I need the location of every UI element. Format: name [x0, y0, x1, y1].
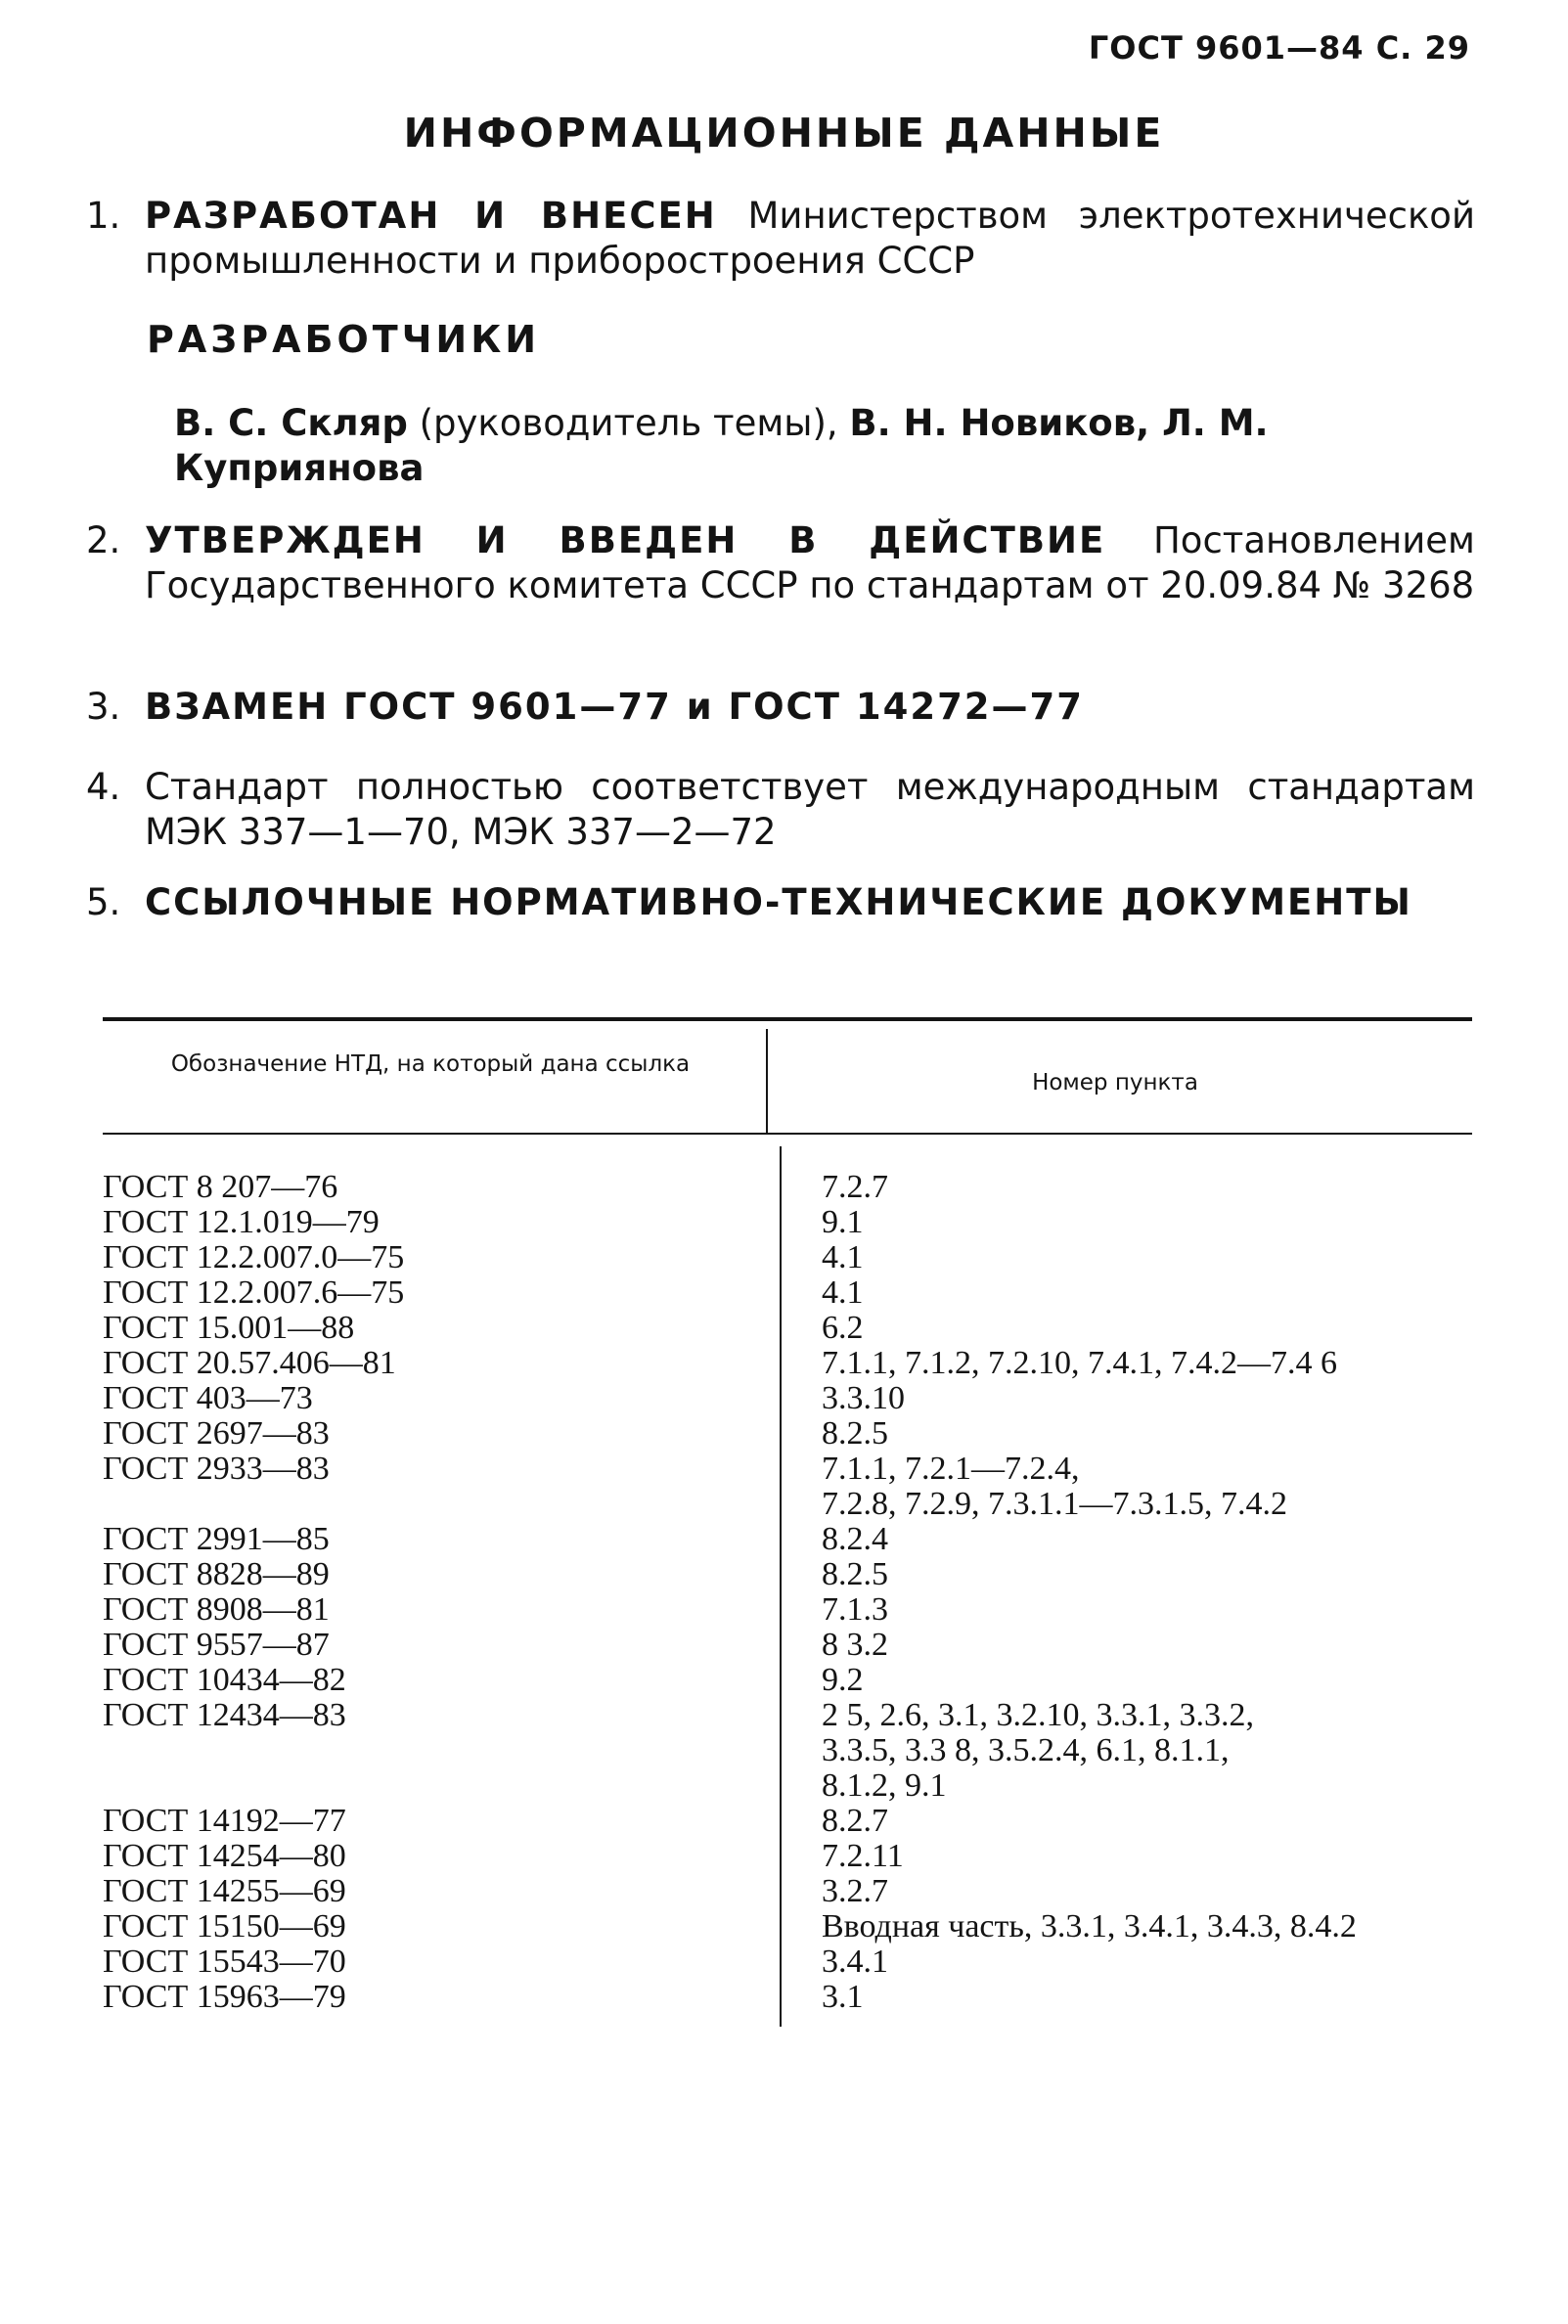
table-row	[103, 1346, 1492, 1381]
items-cell: 7.1.3	[822, 1591, 888, 1628]
developer-name: В. С. Скляр	[174, 402, 408, 444]
reference-cell: ГОСТ 9557—87	[103, 1627, 330, 1663]
item-lead: ВЗАМЕН ГОСТ 9601—77 и ГОСТ 14272—77	[145, 686, 1085, 728]
reference-table-body	[103, 1170, 1492, 2015]
items-cell: 8.2.7	[822, 1803, 888, 1839]
item-number: 5.	[86, 881, 121, 923]
document-title: ИНФОРМАЦИОННЫЕ ДАННЫЕ	[403, 110, 1165, 156]
table-row	[103, 1240, 1492, 1275]
reference-cell: ГОСТ 14255—69	[103, 1873, 346, 1909]
info-item-2	[86, 518, 1475, 608]
item-text: Постановлением Государственного комитета СССР по стандартам от 20.09.84 № 3268	[145, 519, 1475, 606]
reference-cell: ГОСТ 12.1.019—79	[103, 1204, 380, 1240]
table-row	[103, 1909, 1492, 1944]
reference-cell: ГОСТ 14254—80	[103, 1838, 346, 1874]
table-row	[103, 1839, 1492, 1874]
column-header-items: Номер пункта	[1032, 1070, 1198, 1095]
reference-cell: ГОСТ 403—73	[103, 1380, 313, 1416]
table-row	[103, 1381, 1492, 1416]
item-number: 4.	[86, 766, 121, 808]
info-item-1	[86, 194, 1475, 284]
items-cell: 8.2.4	[822, 1521, 888, 1557]
items-cell: 6.2	[822, 1310, 864, 1346]
table-row	[103, 1522, 1492, 1557]
reference-cell: ГОСТ 15543—70	[103, 1944, 346, 1980]
table-row	[103, 1275, 1492, 1311]
table-top-rule	[103, 1017, 1472, 1021]
items-cell: 2 5, 2.6, 3.1, 3.2.10, 3.3.1, 3.3.2, 3.3.5, 3.3 8, 3.5.2.4, 6.1, 8.1.1, 8.1.2, 9.1	[822, 1697, 1254, 1804]
info-item-5	[86, 880, 1475, 925]
table-header-rule	[103, 1133, 1472, 1135]
reference-cell: ГОСТ 8828—89	[103, 1556, 330, 1592]
page-header: ГОСТ 9601—84 С. 29	[1088, 29, 1470, 67]
info-item-4	[86, 765, 1475, 855]
items-cell: 3.3.10	[822, 1380, 905, 1416]
reference-cell: ГОСТ 2933—83	[103, 1451, 330, 1487]
items-cell: 8.2.5	[822, 1415, 888, 1452]
developer-names: В. Н. Новиков, Л. М. Куприянова	[174, 402, 1269, 489]
table-row	[103, 1170, 1492, 1205]
item-number: 1.	[86, 195, 121, 237]
items-cell: 7.1.1, 7.1.2, 7.2.10, 7.4.1, 7.4.2—7.4 6	[822, 1345, 1337, 1381]
item-number: 3.	[86, 686, 121, 728]
items-cell: 8.2.5	[822, 1556, 888, 1592]
developers-list	[174, 401, 1465, 491]
table-row	[103, 1592, 1492, 1628]
table-row	[103, 1205, 1492, 1240]
table-row	[103, 1416, 1492, 1452]
table-row	[103, 1628, 1492, 1663]
items-cell: 7.2.7	[822, 1169, 888, 1205]
items-cell: 3.1	[822, 1979, 864, 2015]
items-cell: 7.1.1, 7.2.1—7.2.4, 7.2.8, 7.2.9, 7.3.1.1—7.3.1.5, 7.4.2	[822, 1451, 1287, 1522]
column-header-reference: Обозначение НТД, на который дана ссылка	[170, 1051, 691, 1077]
reference-cell: ГОСТ 15.001—88	[103, 1310, 355, 1346]
reference-cell: ГОСТ 14192—77	[103, 1803, 346, 1839]
reference-cell: ГОСТ 8 207—76	[103, 1169, 338, 1205]
table-row	[103, 1311, 1492, 1346]
reference-cell: ГОСТ 12.2.007.0—75	[103, 1239, 405, 1275]
items-cell: Вводная часть, 3.3.1, 3.4.1, 3.4.3, 8.4.2	[822, 1908, 1357, 1944]
reference-cell: ГОСТ 8908—81	[103, 1591, 330, 1628]
reference-cell: ГОСТ 15963—79	[103, 1979, 346, 2015]
table-row	[103, 1452, 1492, 1522]
table-header-divider	[766, 1029, 768, 1133]
table-row	[103, 1874, 1492, 1909]
items-cell: 7.2.11	[822, 1838, 904, 1874]
reference-cell: ГОСТ 15150—69	[103, 1908, 346, 1944]
item-lead: ССЫЛОЧНЫЕ НОРМАТИВНО-ТЕХНИЧЕСКИЕ ДОКУМЕНТЫ	[145, 881, 1412, 923]
table-row	[103, 1557, 1492, 1592]
item-lead: РАЗРАБОТАН И ВНЕСЕН	[145, 195, 717, 237]
item-text: Министерством электротехнической промышленности и приборостроения СССР	[145, 195, 1475, 282]
table-row	[103, 1698, 1492, 1804]
developer-role: (руководитель темы),	[407, 402, 850, 444]
item-number: 2.	[86, 519, 121, 561]
info-item-3	[86, 685, 1475, 730]
reference-cell: ГОСТ 2697—83	[103, 1415, 330, 1452]
items-cell: 8 3.2	[822, 1627, 888, 1663]
item-lead: УТВЕРЖДЕН И ВВЕДЕН В ДЕЙСТВИЕ	[145, 519, 1106, 561]
reference-cell: ГОСТ 12.2.007.6—75	[103, 1274, 405, 1311]
table-row	[103, 1980, 1492, 2015]
items-cell: 9.2	[822, 1662, 864, 1698]
table-row	[103, 1944, 1492, 1980]
table-row	[103, 1663, 1492, 1698]
table-row	[103, 1804, 1492, 1839]
reference-cell: ГОСТ 20.57.406—81	[103, 1345, 396, 1381]
items-cell: 4.1	[822, 1274, 864, 1311]
items-cell: 3.2.7	[822, 1873, 888, 1909]
items-cell: 3.4.1	[822, 1944, 888, 1980]
reference-cell: ГОСТ 2991—85	[103, 1521, 330, 1557]
reference-cell: ГОСТ 10434—82	[103, 1662, 346, 1698]
items-cell: 9.1	[822, 1204, 864, 1240]
item-text: Стандарт полностью соответствует международным стандартам МЭК 337—1—70, МЭК 337—2—72	[145, 766, 1475, 853]
reference-cell: ГОСТ 12434—83	[103, 1697, 346, 1733]
items-cell: 4.1	[822, 1239, 864, 1275]
developers-heading: РАЗРАБОТЧИКИ	[147, 318, 541, 361]
